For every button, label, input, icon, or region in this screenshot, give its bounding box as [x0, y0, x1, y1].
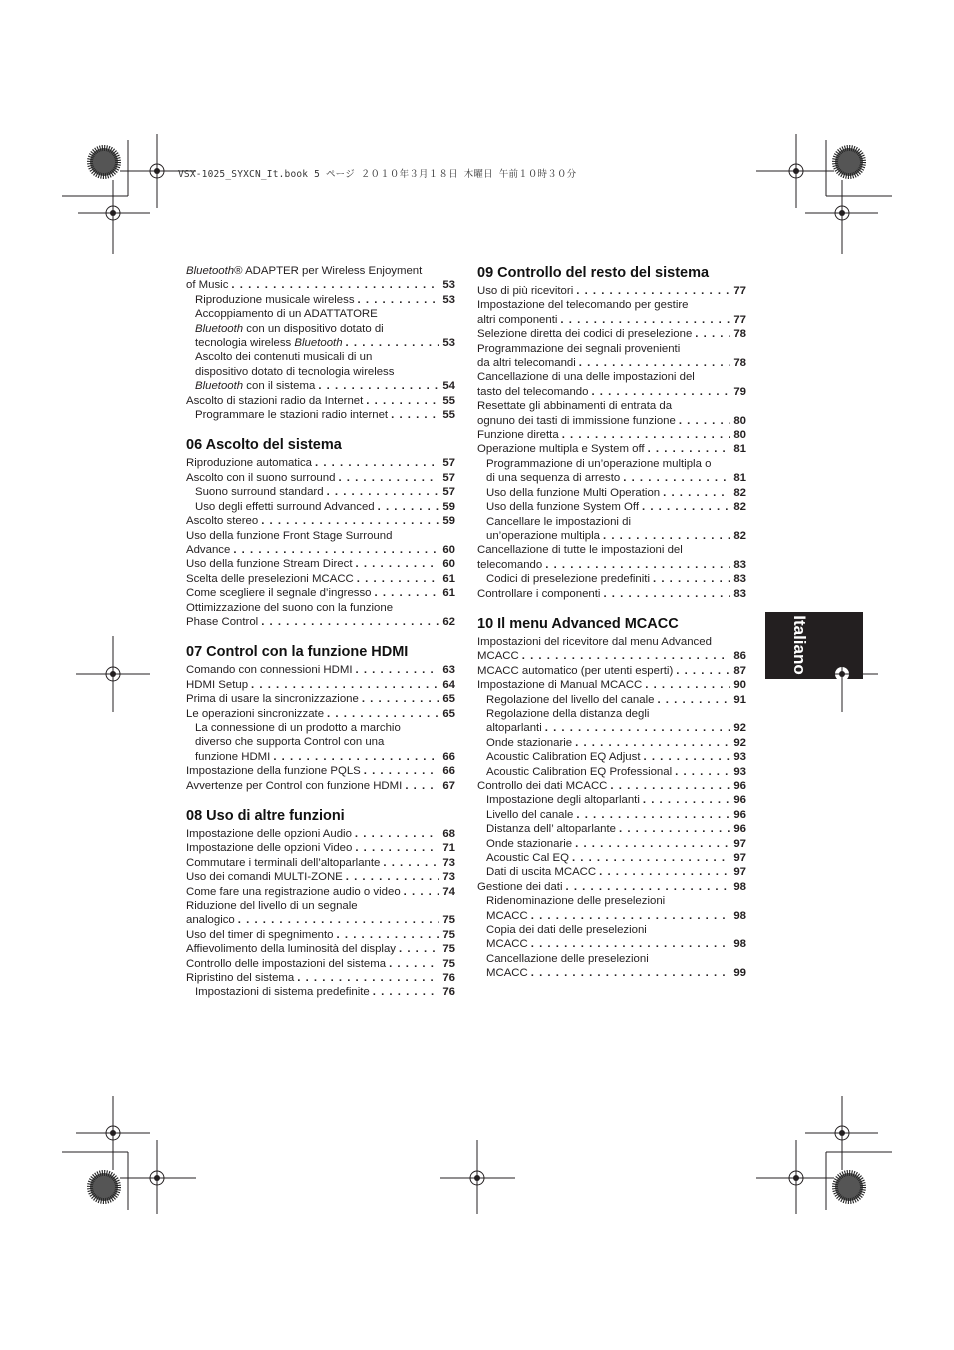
- toc-section-title: 09 Controllo del resto del sistema: [477, 265, 710, 281]
- toc-entry-text: Impostazione degli altoparlanti: [486, 794, 643, 806]
- toc-subentry: [186, 379, 455, 393]
- toc-entry-text: Impostazioni di sistema predefinite: [195, 986, 373, 998]
- toc-subentry: [477, 750, 746, 764]
- toc-entry-fragment: con un dispositivo dotato di: [243, 322, 384, 335]
- toc-page-number: 93: [730, 765, 746, 779]
- toc-subentry: [477, 486, 746, 500]
- toc-subentry: [186, 350, 455, 364]
- toc-page-number: 73: [439, 870, 455, 884]
- toc-entry-text: Comando con connessioni HDMI: [186, 664, 356, 676]
- toc-entry: [186, 678, 455, 692]
- toc-page-number: 86: [730, 649, 746, 663]
- toc-entry-text: MCACC: [486, 967, 531, 979]
- toc-entry: [186, 601, 455, 615]
- toc-entry-text: Acoustic Calibration EQ Adjust: [486, 751, 643, 763]
- toc-page-number: 61: [439, 572, 455, 586]
- toc-entry: [477, 356, 746, 370]
- toc-subentry: [477, 952, 746, 966]
- toc-entry-text: Riproduzione musicale wireless: [195, 294, 358, 306]
- toc-entry-text: da altri telecomandi: [477, 357, 579, 369]
- toc-section: [186, 436, 455, 629]
- toc-entry-text: Uso della funzione Stream Direct: [186, 558, 356, 570]
- toc-entry-text: dispositivo dotato di tecnologia wireless: [195, 366, 397, 378]
- toc-page-number: 82: [730, 486, 746, 500]
- toc-entry-text: Uso del timer di spegnimento: [186, 929, 337, 941]
- toc-entry: [186, 841, 455, 855]
- toc-page-number: 77: [730, 284, 746, 298]
- toc-entry-text: funzione HDMI: [195, 751, 273, 763]
- toc-page-number: 96: [730, 779, 746, 793]
- toc-entry-text: Advance: [186, 544, 233, 556]
- toc-entry: [186, 870, 455, 884]
- toc-subentry: [186, 985, 455, 999]
- toc-entry-text: Prima di usare la sincronizzazione: [186, 693, 362, 705]
- toc-entry-text: Come scegliere il segnale d’ingresso: [186, 587, 375, 599]
- toc-page-number: 67: [439, 779, 455, 793]
- toc-page-number: 97: [730, 837, 746, 851]
- toc-entry: [477, 385, 746, 399]
- toc-entry: [477, 428, 746, 442]
- toc-entry-text: Resettate gli abbinamenti di entrata da: [477, 400, 675, 412]
- toc-page-number: 53: [439, 336, 455, 350]
- toc-page-number: 80: [730, 428, 746, 442]
- toc-subentry: [477, 837, 746, 851]
- toc-subentry: [477, 851, 746, 865]
- toc-page-number: 97: [730, 851, 746, 865]
- toc-page-number: 53: [439, 293, 455, 307]
- toc-page-number: 68: [439, 827, 455, 841]
- toc-entry-text: Affievolimento della luminosità del display: [186, 943, 399, 955]
- toc-entry-text: Cancellazione di una delle impostazioni del: [477, 371, 698, 383]
- toc-page-number: 83: [730, 572, 746, 586]
- toc-entry-text: Impostazione delle opzioni Video: [186, 842, 355, 854]
- toc-page-number: 98: [730, 937, 746, 951]
- toc-subentry: [477, 765, 746, 779]
- toc-entry-text: Uso della funzione Multi Operation: [486, 487, 663, 499]
- toc-page-number: 65: [439, 707, 455, 721]
- toc-subentry: [477, 937, 746, 951]
- toc-page-number: 75: [439, 913, 455, 927]
- toc-subentry: [477, 500, 746, 514]
- toc-entry: [186, 264, 455, 278]
- toc-entry-text: MCACC: [486, 938, 531, 950]
- toc-section-title: 10 Il menu Advanced MCACC: [477, 615, 679, 632]
- toc-entry-text: Ascolto di stazioni radio da Internet: [186, 395, 366, 407]
- toc-entry-text: Funzione diretta: [477, 429, 562, 441]
- toc-subentry: [186, 735, 455, 749]
- toc-entry-fragment: Bluetooth: [186, 265, 235, 277]
- toc-entry-fragment: con il sistema: [243, 380, 316, 393]
- toc-subentry: [477, 721, 746, 735]
- toc-page-number: 55: [439, 394, 455, 408]
- toc-page-number: 78: [730, 327, 746, 341]
- toc-right-column: [477, 264, 746, 995]
- print-header-line: VSX-1025_SYXCN_It.book 5 ページ ２０１０年３月１８日 木曜日 午前１０時３０分: [178, 169, 577, 180]
- toc-entry-text: Controllare i componenti: [477, 588, 603, 600]
- toc-page-number: 57: [439, 456, 455, 470]
- toc-entry-text: diverso che supporta Control con una: [195, 736, 387, 748]
- toc-entry: [186, 586, 455, 600]
- toc-page-number: 82: [730, 500, 746, 514]
- toc-subentry: [477, 793, 746, 807]
- toc-entry: [186, 707, 455, 721]
- toc-entry: [477, 342, 746, 356]
- toc-entry-text: Distanza dell’ altoparlante: [486, 823, 619, 835]
- toc-entry: [477, 664, 746, 678]
- toc-entry-fragment: Bluetooth: [195, 380, 244, 393]
- toc-entry-text: telecomando: [477, 559, 545, 571]
- toc-entry-text: Le operazioni sincronizzate: [186, 708, 327, 720]
- toc-subentry: [186, 336, 455, 350]
- toc-entry-text: Impostazione della funzione PQLS: [186, 765, 364, 777]
- toc-page-number: 99: [730, 966, 746, 980]
- toc-entry-fragment: Bluetooth: [195, 322, 244, 335]
- toc-entry: [186, 827, 455, 841]
- toc-entry: [186, 471, 455, 485]
- toc-page-number: 73: [439, 856, 455, 870]
- toc-page-number: 76: [439, 971, 455, 985]
- toc-page-number: 98: [730, 909, 746, 923]
- toc-entry: [477, 779, 746, 793]
- toc-page-number: 55: [439, 408, 455, 422]
- toc-entry: [186, 394, 455, 408]
- toc-entry-text: altri componenti: [477, 314, 560, 326]
- toc-entry: [186, 456, 455, 470]
- language-side-tab: [765, 612, 863, 679]
- toc-entry-text: Operazione multipla e System off: [477, 443, 648, 455]
- toc-entry: [186, 572, 455, 586]
- toc-page-number: 81: [730, 442, 746, 456]
- toc-page-number: 61: [439, 586, 455, 600]
- toc-entry-text: ognuno dei tasti di immissione funzione: [477, 415, 679, 427]
- toc-entry-text: Onde stazionarie: [486, 737, 575, 749]
- toc-section-title: 06 Ascolto del sistema: [186, 437, 342, 454]
- toc-entry-text: Riduzione del livello di un segnale: [186, 900, 361, 912]
- toc-subentry: [477, 923, 746, 937]
- toc-page-number: 96: [730, 808, 746, 822]
- toc-entry-text: La connessione di un prodotto a marchio: [195, 722, 404, 734]
- toc-entry-text: Selezione diretta dei codici di preselezione: [477, 328, 695, 340]
- toc-entry-text: di una sequenza di arresto: [486, 472, 623, 484]
- toc-subentry: [186, 500, 455, 514]
- toc-entry: [477, 587, 746, 601]
- toc-subentry: [477, 457, 746, 471]
- toc-subentry: [477, 471, 746, 485]
- toc-entry-text: Uso di più ricevitori: [477, 285, 576, 297]
- toc-subentry: [477, 736, 746, 750]
- toc-page-number: 96: [730, 793, 746, 807]
- toc-subentry: [477, 529, 746, 543]
- toc-entry: [477, 414, 746, 428]
- toc-entry-text: Riproduzione automatica: [186, 457, 315, 469]
- toc-entry-text: Uso della funzione Front Stage Surround: [186, 530, 395, 542]
- toc-entry: [186, 543, 455, 557]
- toc-page-number: 59: [439, 500, 455, 514]
- toc-subentry: [477, 707, 746, 721]
- toc-entry-text: Programmazione di un’operazione multipla o: [486, 458, 714, 470]
- toc-intro-continuation: [186, 264, 455, 422]
- toc-entry: [186, 764, 455, 778]
- toc-entry-text: Cancellazione di tutte le impostazioni del: [477, 544, 686, 556]
- toc-page-number: 76: [439, 985, 455, 999]
- toc-section: [186, 807, 455, 1000]
- toc-entry-text: Phase Control: [186, 616, 261, 628]
- toc-page-number: 97: [730, 865, 746, 879]
- toc-entry-text: Programmazione dei segnali provenienti: [477, 343, 683, 355]
- toc-entry-text: Impostazioni del ricevitore dal menu Advanced: [477, 636, 715, 648]
- toc-entry: [477, 370, 746, 384]
- toc-entry-text: Come fare una registrazione audio o video: [186, 886, 404, 898]
- toc-entry-text: Regolazione del livello del canale: [486, 694, 657, 706]
- toc-entry-text: MCACC: [486, 910, 531, 922]
- toc-subentry: [186, 322, 455, 336]
- toc-entry-text: Impostazione delle opzioni Audio: [186, 828, 355, 840]
- toc-page-number: 82: [730, 529, 746, 543]
- toc-subentry: [477, 693, 746, 707]
- toc-entry: [186, 663, 455, 677]
- toc-page-number: 77: [730, 313, 746, 327]
- toc-left-column: [186, 264, 455, 1014]
- toc-entry-text: HDMI Setup: [186, 679, 251, 691]
- toc-entry: [477, 442, 746, 456]
- toc-entry-text: Livello del canale: [486, 809, 576, 821]
- toc-page-number: 75: [439, 942, 455, 956]
- toc-entry: [186, 529, 455, 543]
- toc-page-number: 80: [730, 414, 746, 428]
- toc-section-title: 08 Uso di altre funzioni: [186, 808, 345, 824]
- toc-page-number: 53: [439, 278, 455, 292]
- toc-page-number: 62: [439, 615, 455, 629]
- toc-entry-text: Ascolto stereo: [186, 515, 261, 527]
- toc-subentry: [186, 750, 455, 764]
- toc-entry-text: Avvertenze per Control con funzione HDMI: [186, 780, 405, 792]
- toc-page-number: 63: [439, 663, 455, 677]
- toc-page-number: 87: [730, 664, 746, 678]
- toc-subentry: [186, 307, 455, 321]
- toc-page-number: 92: [730, 721, 746, 735]
- toc-entry-text: Onde stazionarie: [486, 838, 575, 850]
- toc-entry-text: MCACC: [477, 650, 522, 662]
- toc-entry: [186, 928, 455, 942]
- toc-page-number: 71: [439, 841, 455, 855]
- toc-entry: [186, 692, 455, 706]
- toc-entry-text: Cancellazione delle preselezioni: [486, 953, 652, 965]
- toc-entry-text: Acoustic Calibration EQ Professional: [486, 766, 675, 778]
- toc-subentry: [477, 966, 746, 980]
- toc-page-number: 54: [439, 379, 455, 393]
- toc-entry-text: Ottimizzazione del suono con la funzione: [186, 602, 396, 614]
- toc-entry-fragment: ® ADAPTER per Wireless Enjoyment: [234, 265, 423, 277]
- toc-entry-text: of Music: [186, 279, 231, 291]
- toc-page-number: 57: [439, 485, 455, 499]
- toc-entry: [186, 913, 455, 927]
- toc-entry: [477, 678, 746, 692]
- toc-page-number: 83: [730, 558, 746, 572]
- toc-entry-text: Ascolto dei contenuti musicali di un: [195, 351, 375, 363]
- toc-entry-text: MCACC automatico (per utenti esperti): [477, 665, 676, 677]
- toc-subentry: [477, 865, 746, 879]
- toc-entry-text: Suono surround standard: [195, 486, 327, 498]
- toc-page-number: 60: [439, 543, 455, 557]
- toc-entry: [186, 885, 455, 899]
- toc-entry-text: Scelta delle preselezioni MCACC: [186, 573, 357, 585]
- toc-page-number: 64: [439, 678, 455, 692]
- toc-subentry: [477, 808, 746, 822]
- toc-section: [186, 643, 455, 793]
- toc-entry: [477, 399, 746, 413]
- toc-entry-text: altoparlanti: [486, 722, 545, 734]
- toc-entry-fragment: tecnologia wireless: [195, 337, 295, 350]
- toc-page-number: 98: [730, 880, 746, 894]
- toc-entry-text: Ascolto con il suono surround: [186, 472, 338, 484]
- toc-entry: [186, 615, 455, 629]
- toc-page-number: 74: [439, 885, 455, 899]
- toc-subentry: [186, 365, 455, 379]
- toc-entry-text: [195, 323, 387, 335]
- toc-page-number: 66: [439, 764, 455, 778]
- toc-entry-text: Gestione dei dati: [477, 881, 566, 893]
- toc-entry: [477, 327, 746, 341]
- toc-subentry: [186, 293, 455, 307]
- toc-section: [477, 264, 746, 601]
- toc-page-number: 93: [730, 750, 746, 764]
- toc-entry: [186, 514, 455, 528]
- toc-entry: [477, 298, 746, 312]
- language-tab-label: Italiano: [790, 615, 809, 675]
- toc-entry-text: Cancellare le impostazioni di: [486, 516, 634, 528]
- toc-entry: [186, 971, 455, 985]
- toc-entry-text: [195, 337, 346, 349]
- toc-entry-text: Impostazione del telecomando per gestire: [477, 299, 691, 311]
- toc-entry-text: Controllo delle impostazioni del sistema: [186, 958, 389, 970]
- toc-entry: [477, 558, 746, 572]
- toc-entry-text: Ridenominazione delle preselezioni: [486, 895, 668, 907]
- toc-entry-text: Ripristino del sistema: [186, 972, 297, 984]
- toc-entry-text: un’operazione multipla: [486, 530, 603, 542]
- toc-entry-fragment: Bluetooth: [294, 337, 343, 350]
- toc-entry-text: Accoppiamento di un ADATTATORE: [195, 308, 381, 320]
- toc-subentry: [186, 721, 455, 735]
- toc-entry-text: Copia dei dati delle preselezioni: [486, 924, 650, 936]
- toc-entry: [186, 779, 455, 793]
- toc-entry-text: Uso degli effetti surround Advanced: [195, 501, 378, 513]
- toc-subentry: [477, 894, 746, 908]
- registration-target-icon: [832, 664, 852, 684]
- toc-section: [477, 615, 746, 981]
- toc-subentry: [477, 572, 746, 586]
- toc-page-number: 96: [730, 822, 746, 836]
- toc-entry-text: Controllo dei dati MCACC: [477, 780, 610, 792]
- toc-page-number: 60: [439, 557, 455, 571]
- toc-entry: [186, 557, 455, 571]
- toc-page-number: 65: [439, 692, 455, 706]
- toc-entry-text: Regolazione della distanza degli: [486, 708, 652, 720]
- toc-section-title: 07 Control con la funzione HDMI: [186, 644, 409, 661]
- toc-entry: [477, 313, 746, 327]
- toc-entry: [477, 649, 746, 663]
- toc-entry: [477, 543, 746, 557]
- toc-subentry: [186, 408, 455, 422]
- toc-subentry: [186, 485, 455, 499]
- toc-entry: [186, 856, 455, 870]
- toc-page-number: 66: [439, 750, 455, 764]
- toc-page-number: 78: [730, 356, 746, 370]
- toc-entry: [477, 284, 746, 298]
- toc-page-number: 90: [730, 678, 746, 692]
- toc-entry-text: Uso della funzione System Off: [486, 501, 642, 513]
- toc-entry-text: Impostazione di Manual MCACC: [477, 679, 645, 691]
- toc-subentry: [477, 822, 746, 836]
- toc-entry: [186, 899, 455, 913]
- toc-entry-text: Dati di uscita MCACC: [486, 866, 599, 878]
- toc-entry: [186, 957, 455, 971]
- toc-page-number: 59: [439, 514, 455, 528]
- toc-entry-text: analogico: [186, 914, 238, 926]
- toc-entry: [186, 942, 455, 956]
- toc-entry-text: tasto del telecomando: [477, 386, 591, 398]
- toc-entry-text: [195, 380, 318, 392]
- toc-entry-text: Commutare i terminali dell’altoparlante: [186, 857, 383, 869]
- toc-page-number: 75: [439, 957, 455, 971]
- toc-entry: [477, 880, 746, 894]
- toc-page-number: 75: [439, 928, 455, 942]
- toc-subentry: [477, 909, 746, 923]
- toc-entry: [186, 278, 455, 292]
- toc-entry-text: Acoustic Cal EQ: [486, 852, 572, 864]
- toc-page-number: 83: [730, 587, 746, 601]
- toc-entry-text: Uso dei comandi MULTI-ZONE: [186, 871, 346, 883]
- toc-entry: [477, 635, 746, 649]
- toc-page-number: 81: [730, 471, 746, 485]
- toc-subentry: [477, 515, 746, 529]
- toc-page-number: 79: [730, 385, 746, 399]
- toc-page-number: 92: [730, 736, 746, 750]
- toc-page-number: 91: [730, 693, 746, 707]
- toc-entry-text: Programmare le stazioni radio internet: [195, 409, 391, 421]
- toc-page-number: 57: [439, 471, 455, 485]
- toc-entry-text: Codici di preselezione predefiniti: [486, 573, 653, 585]
